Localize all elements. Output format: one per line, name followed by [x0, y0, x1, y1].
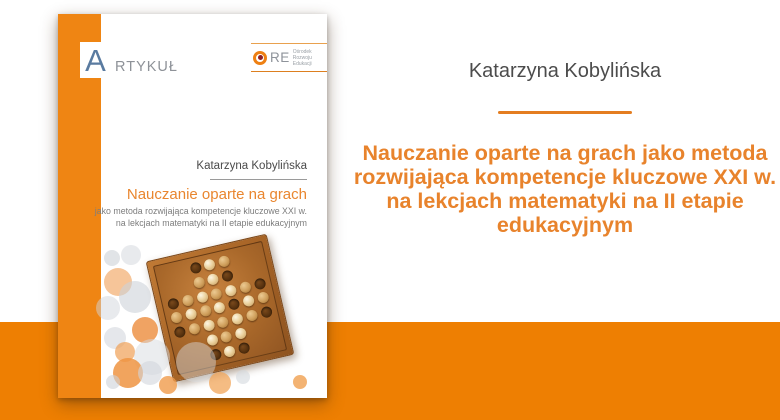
- cover-subtitle-line: jako metoda rozwijająca kompetencje kluczowe XXI w.: [94, 206, 307, 216]
- decor-bubble: [104, 250, 120, 266]
- board-marble: [184, 308, 197, 321]
- board-marble: [213, 301, 226, 314]
- board-marble: [242, 295, 255, 308]
- decor-bubble: [119, 281, 151, 313]
- board-hole: [221, 269, 234, 282]
- ore-wordmark-line: Ośrodek: [292, 48, 312, 55]
- decor-bubble: [106, 375, 120, 389]
- board-marble: [203, 258, 216, 271]
- board-holes-grid: [158, 246, 283, 371]
- board-hole: [253, 277, 266, 290]
- article-cover: [58, 14, 327, 398]
- cover-author-rule: [210, 179, 307, 180]
- ore-logo: [251, 43, 327, 72]
- panel-author: Katarzyna Kobylińska: [468, 60, 662, 82]
- ore-wordmark-line: Rozwoju: [292, 54, 312, 61]
- cover-title: Nauczanie oparte na grach: [126, 186, 307, 203]
- panel-title-line: Nauczanie oparte na grach jako metoda: [362, 141, 768, 165]
- decor-bubble: [236, 370, 250, 384]
- panel-divider: [498, 111, 632, 114]
- ore-wordmark: [293, 49, 312, 67]
- decor-bubble: [293, 375, 307, 389]
- board-marble: [210, 287, 223, 300]
- cover-subtitle-line: na lekcjach matematyki na II etapie edukacyjnym: [115, 218, 307, 228]
- board-marble: [202, 319, 215, 332]
- board-hole: [228, 298, 241, 311]
- board-hole: [167, 297, 180, 310]
- board-marble: [246, 309, 259, 322]
- ore-wordmark-line: Edukacji: [292, 60, 312, 67]
- board-marble: [181, 294, 194, 307]
- board-marble: [231, 313, 244, 326]
- board-marble: [225, 284, 238, 297]
- board-hole: [238, 341, 251, 354]
- board-marble: [235, 327, 248, 340]
- board-marble: [207, 272, 220, 285]
- board-marble: [239, 280, 252, 293]
- decor-bubble: [121, 245, 141, 265]
- board-marble: [223, 345, 236, 358]
- artykul-label: RTYKUŁ: [115, 59, 178, 75]
- board-marble: [199, 305, 212, 318]
- board-hole: [260, 306, 273, 319]
- board-marble: [220, 330, 233, 343]
- board-marble: [217, 316, 230, 329]
- ore-dot-icon: [258, 55, 263, 60]
- board-marble: [192, 276, 205, 289]
- panel-title-line: edukacyjnym: [496, 213, 634, 237]
- panel-title-line: na lekcjach matematyki na II etapie: [386, 189, 744, 213]
- decor-bubble: [209, 372, 231, 394]
- board-marble: [188, 323, 201, 336]
- panel-title: [340, 141, 780, 237]
- panel-title-line: rozwijająca kompetencje kluczowe XXI w.: [353, 165, 777, 189]
- cover-author: Katarzyna Kobylińska: [196, 160, 307, 172]
- board-cell: [265, 332, 283, 350]
- artykul-badge: [80, 42, 178, 78]
- board-hole: [189, 261, 202, 274]
- board-marble: [218, 255, 231, 268]
- artykul-initial: A: [85, 42, 106, 78]
- artykul-initial-box: [80, 42, 111, 78]
- board-surface: [153, 241, 287, 375]
- ore-ring-icon: [253, 51, 267, 65]
- ore-acronym: RE: [270, 50, 290, 65]
- board-hole: [173, 326, 186, 339]
- board-marble: [257, 291, 270, 304]
- decor-bubble: [159, 376, 177, 394]
- board-marble: [196, 290, 209, 303]
- decor-bubble: [96, 296, 120, 320]
- board-marble: [170, 311, 183, 324]
